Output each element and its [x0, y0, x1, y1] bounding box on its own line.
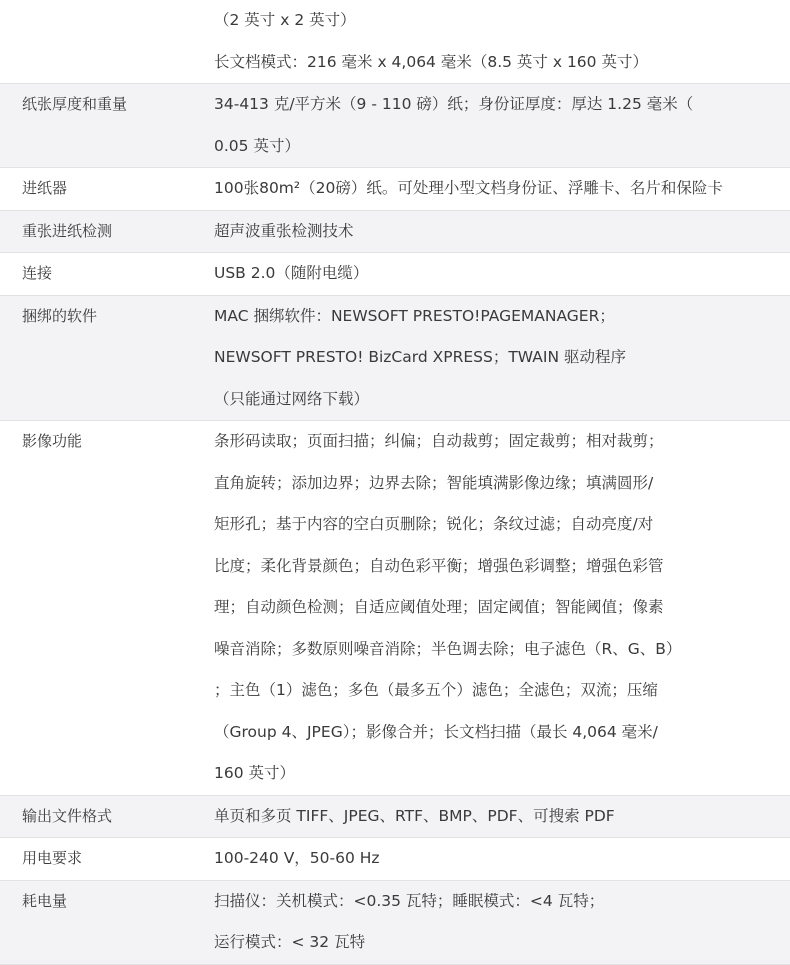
spec-label: 进纸器 — [22, 179, 68, 197]
spec-label: 重张进纸检测 — [22, 221, 113, 240]
spec-row — [0, 211, 790, 254]
spec-value — [214, 296, 790, 421]
spec-value-line: 矩形孔；基于内容的空白页删除；锐化；条纹过滤；自动亮度/对 — [214, 515, 654, 533]
spec-label: 捆绑的软件 — [22, 306, 98, 325]
spec-value-line: 噪音消除；多数原则噪音消除；半色调去除；电子滤色（R、G、B） — [214, 639, 682, 658]
spec-value — [214, 881, 790, 964]
spec-row — [0, 838, 790, 881]
spec-row — [0, 168, 790, 211]
spec-value-line: 条形码读取；页面扫描；纠偏；自动裁剪；固定裁剪；相对裁剪； — [214, 432, 664, 450]
spec-value — [214, 796, 790, 838]
spec-value-line: 直角旋转；添加边界；边界去除；智能填满影像边缘；填满圆形/ — [214, 473, 654, 492]
spec-value-line: 长文档模式：216 毫米 x 4,064 毫米（8.5 英寸 x 160 英寸） — [214, 52, 648, 71]
spec-value-line: 理；自动颜色检测；自适应阈值处理；固定阈值；智能阈值；像素 — [214, 598, 664, 616]
spec-value — [214, 421, 790, 795]
spec-row — [0, 796, 790, 839]
spec-row — [0, 0, 790, 84]
spec-row — [0, 253, 790, 296]
spec-value — [214, 168, 790, 210]
spec-label: 耗电量 — [22, 891, 68, 910]
spec-row — [0, 421, 790, 796]
spec-label: 用电要求 — [22, 849, 83, 867]
spec-value — [214, 84, 790, 167]
spec-value-line: 扫描仪：关机模式：<0.35 瓦特；睡眠模式：<4 瓦特； — [214, 891, 605, 910]
spec-value-line: （Group 4、JPEG）；影像合并；长文档扫描（最长 4,064 毫米/ — [214, 722, 658, 741]
spec-label — [0, 0, 214, 83]
spec-row — [0, 84, 790, 168]
spec-value-line: ；主色（1）滤色；多色（最多五个）滤色；全滤色；双流；压缩 — [214, 681, 658, 699]
spec-value-line: 100-240 V，50-60 Hz — [214, 849, 380, 867]
spec-value-line: MAC 捆绑软件：NEWSOFT PRESTO!PAGEMANAGER； — [214, 306, 615, 325]
spec-label: 纸张厚度和重量 — [22, 95, 128, 113]
spec-value — [214, 0, 790, 83]
spec-value-line: 运行模式：< 32 瓦特 — [214, 933, 366, 951]
spec-row — [0, 296, 790, 422]
spec-value — [214, 838, 790, 880]
spec-value-line: 0.05 英寸） — [214, 136, 300, 155]
spec-value-line: 比度；柔化背景颜色；自动色彩平衡；增强色彩调整；增强色彩管 — [214, 556, 664, 575]
spec-value-line: （只能通过网络下载） — [214, 389, 370, 408]
spec-value-line: 超声波重张检测技术 — [214, 221, 354, 240]
spec-value-line: NEWSOFT PRESTO! BizCard XPRESS；TWAIN 驱动程序 — [214, 348, 626, 366]
spec-label: 输出文件格式 — [22, 806, 113, 825]
spec-value-line: 160 英寸） — [214, 764, 296, 782]
spec-value-line: USB 2.0（随附电缆） — [214, 264, 369, 282]
spec-value — [214, 253, 790, 295]
spec-label: 连接 — [22, 264, 53, 282]
spec-row — [0, 881, 790, 965]
spec-value-line: 单页和多页 TIFF、JPEG、RTF、BMP、PDF、可搜索 PDF — [214, 806, 615, 825]
spec-value-line: 100张80m²（20磅）纸。可处理小型文档身份证、浮雕卡、名片和保险卡 — [214, 179, 723, 197]
spec-label: 影像功能 — [22, 432, 83, 450]
spec-value-line: （2 英寸 x 2 英寸） — [214, 11, 356, 29]
spec-value-line: 34-413 克/平方米（9 - 110 磅）纸；身份证厚度：厚达 1.25 毫米（ — [214, 95, 694, 113]
spec-value — [214, 211, 790, 253]
